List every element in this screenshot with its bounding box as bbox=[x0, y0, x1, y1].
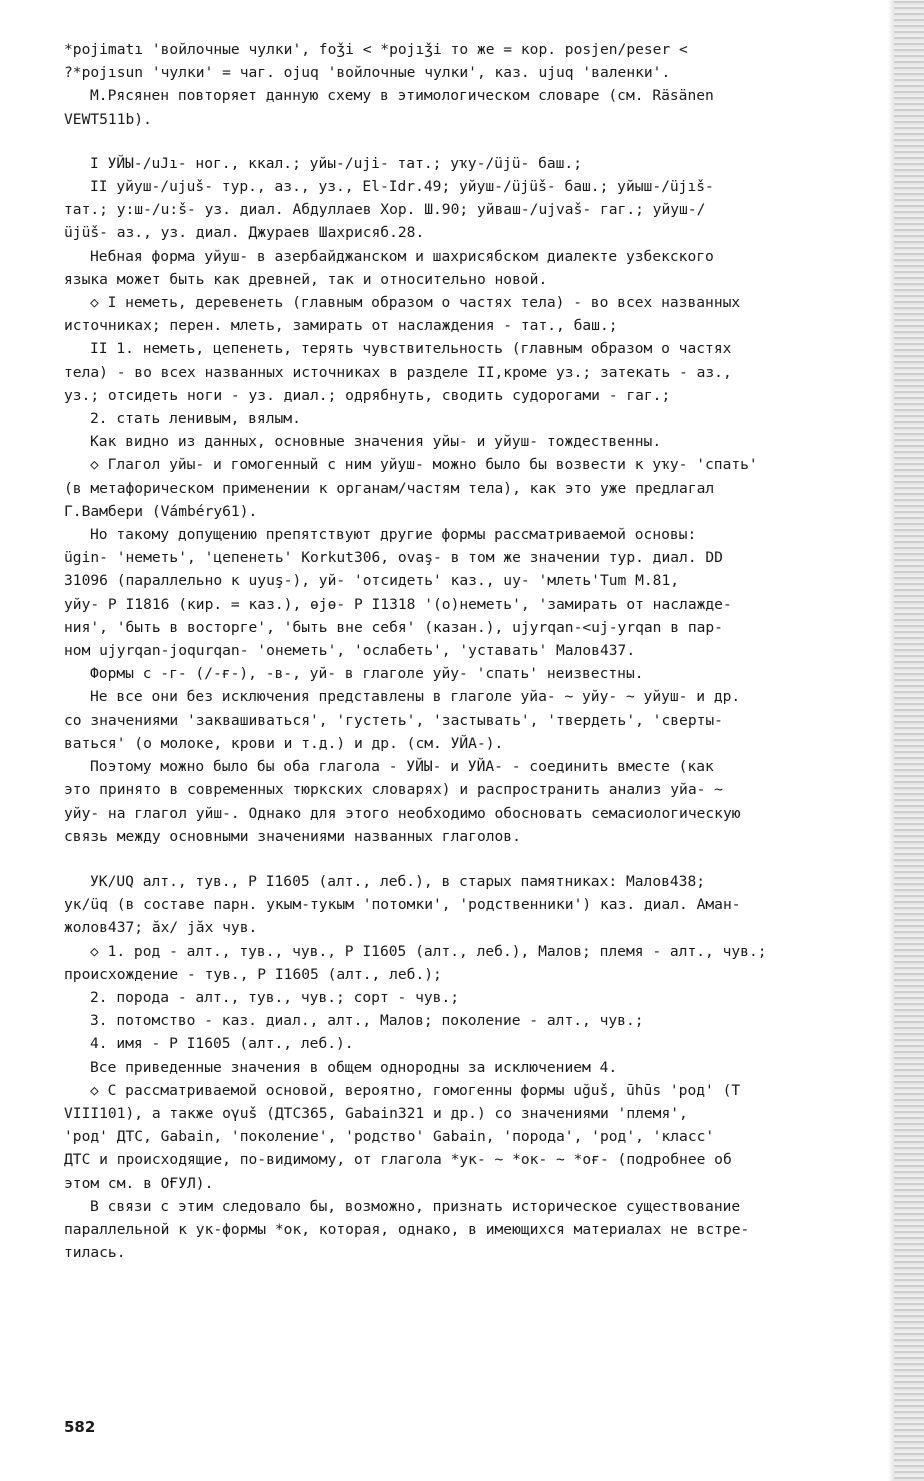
paragraph-gap bbox=[64, 131, 876, 152]
section-gap bbox=[64, 848, 876, 870]
text-line: ◇ I неметь, деревенеть (главным образом о частях тела) - во всех названных bbox=[90, 294, 741, 312]
text-line: происхождение - тув., Р I1605 (алт., леб.); bbox=[64, 965, 442, 983]
text-line: В связи с этим следовало бы, возможно, признать историческое существование bbox=[90, 1197, 741, 1215]
text-line: ◇ 1. род - алт., тув., чув., Р I1605 (алт., леб.), Малов; племя - алт., чув.; bbox=[90, 942, 767, 960]
text-line: тилась. bbox=[64, 1244, 126, 1262]
text-line: VIII101), а также oγuš (ДТС365, Gabain321 и др.) со значениями 'племя', bbox=[64, 1104, 688, 1122]
text-line: Г.Вамбери (Vámbéry61). bbox=[64, 502, 258, 520]
text-line: 4. имя - Р I1605 (алт., леб.). bbox=[90, 1035, 354, 1053]
text-line: *pojimatı 'войлочные чулки', foǯi < *pojıǯi то же = кор. posjen/peser < bbox=[64, 41, 688, 58]
text-line: ном ujyrqan-joqurqan- 'онеметь', 'ослабеть', 'уставать' Малов437. bbox=[64, 642, 636, 660]
text-line: уйу- Р I1816 (кир. = каз.), өjө- Р I1318 '(о)неметь', 'замирать от наслажде- bbox=[64, 595, 732, 613]
text-line: Как видно из данных, основные значения уйы- и уйуш- тождественны. bbox=[90, 433, 662, 451]
text-line: языка может быть как древней, так и относительно новой. bbox=[64, 270, 548, 288]
text-line: VEWT511b). bbox=[64, 110, 152, 128]
text-line: Поэтому можно было бы оба глагола - УЙЫ- и УЙА- - соединить вместе (как bbox=[90, 758, 714, 776]
text-line: ук/üq (в составе парн. укым-тукым 'потомки', 'родственники') каз. диал. Аман- bbox=[64, 896, 741, 914]
text-line: II уйуш-/ujuš- тур., аз., уз., El-Idr.49; уйуш-/üjüš- баш.; уйыш-/üjıš- bbox=[90, 178, 714, 196]
text-line: 2. стать ленивым, вялым. bbox=[90, 410, 301, 428]
text-line: тела) - во всех названных источниках в разделе II,кроме уз.; затекать - аз., bbox=[64, 363, 732, 381]
text-line: этом см. в ОҒУЛ). bbox=[64, 1174, 214, 1192]
page-text-body bbox=[64, 38, 876, 1264]
text-line: связь между основными значениями названных глаголов. bbox=[64, 827, 521, 845]
text-line: ДТС и происходящие, по-видимому, от глагола *ук- ~ *ок- ~ *оғ- (подробнее об bbox=[64, 1151, 732, 1169]
text-line: 31096 (параллельно к uyuş-), уй- 'отсидеть' каз., uy- 'млеть'Tum M.81, bbox=[64, 572, 680, 590]
text-line: Формы с -г- (/-ғ-), -в-, уй- в глаголе уйу- 'спать' неизвестны. bbox=[90, 665, 644, 683]
text-line: ◇ Глагол уйы- и гомогенный с ним уйуш- можно было бы возвести к уҡу- 'спать' bbox=[90, 456, 758, 474]
text-line: II 1. неметь, цепенеть, терять чувствительность (главным образом о частях bbox=[90, 340, 732, 358]
text-line: со значениями 'заквашиваться', 'густеть', 'застывать', 'твердеть', 'сверты- bbox=[64, 711, 723, 729]
page-number: 582 bbox=[64, 1418, 96, 1436]
text-line: Не все они без исключения представлены в глаголе уйа- ~ уйу- ~ уйуш- и др. bbox=[90, 688, 741, 706]
text-line: это принято в современных тюркских словарях) и распространить анализ уйа- ~ bbox=[64, 781, 723, 799]
text-line: уз.; отсидеть ноги - уз. диал.; одрябнуть, сводить судорогами - гаг.; bbox=[64, 386, 671, 404]
text-line: жолов437; ӑх/ jăх чув. bbox=[64, 919, 258, 937]
text-line: параллельной к ук-формы *ок, которая, однако, в имеющихся материалах не встре- bbox=[64, 1220, 750, 1238]
text-line: 2. порода - алт., тув., чув.; сорт - чув.; bbox=[90, 988, 460, 1006]
text-line: 'род' ДТС, Gabain, 'поколение', 'родство' Gabain, 'порода', 'род', 'класс' bbox=[64, 1128, 715, 1146]
text-line: ния', 'быть в восторге', 'быть вне себя' (казан.), ujyrqan-<uj-yrqan в пар- bbox=[64, 618, 723, 636]
text-line: УК/UQ алт., тув., Р I1605 (алт., леб.), в старых памятниках: Малов438; bbox=[90, 872, 706, 890]
text-line: 3. потомство - каз. диал., алт., Малов; поколение - алт., чув.; bbox=[90, 1012, 644, 1030]
text-line: тат.; у:ш-/u:š- уз. диал. Абдуллаев Хор. Ш.90; уйваш-/ujvaš- гаг.; уйуш-/ bbox=[64, 201, 706, 219]
text-line: I УЙЫ-/uJı- ног., ккал.; уйы-/uji- тат.; уҡу-/üjü- баш.; bbox=[90, 154, 582, 172]
text-line: Все приведенные значения в общем однородны за исключением 4. bbox=[90, 1058, 618, 1076]
text-line: ?*pojısun 'чулки' = чаг. ojuq 'войлочные чулки', каз. ujuq 'валенки'. bbox=[64, 64, 671, 82]
text-line: üjüš- аз., уз. диал. Джураев Шахрисяб.28. bbox=[64, 224, 425, 242]
text-line: Небная форма уйуш- в азербайджанском и шахрисябском диалекте узбекского bbox=[90, 247, 714, 265]
text-line: М.Рясянен повторяет данную схему в этимологическом словаре (см. Räsänen bbox=[90, 87, 714, 105]
page-binding-edge bbox=[894, 0, 924, 1481]
text-line: ваться' (о молоке, крови и т.д.) и др. (см. УЙА-). bbox=[64, 734, 504, 752]
text-line: источниках; перен. млеть, замирать от наслаждения - тат., баш.; bbox=[64, 317, 618, 335]
text-line: уйу- на глагол уйш-. Однако для этого необходимо обосновать семасиологическую bbox=[64, 804, 741, 822]
text-line: ügin- 'неметь', 'цепенеть' Korkut306, ovaş- в том же значении тур. диал. DD bbox=[64, 549, 723, 567]
text-line: ◇ С рассматриваемой основой, вероятно, гомогенны формы uğuš, ūhūs 'род' (Т bbox=[90, 1081, 741, 1099]
text-line: Но такому допущению препятствуют другие формы рассматриваемой основы: bbox=[90, 526, 697, 544]
text-line: (в метафорическом применении к органам/частям тела), как это уже предлагал bbox=[64, 479, 715, 497]
